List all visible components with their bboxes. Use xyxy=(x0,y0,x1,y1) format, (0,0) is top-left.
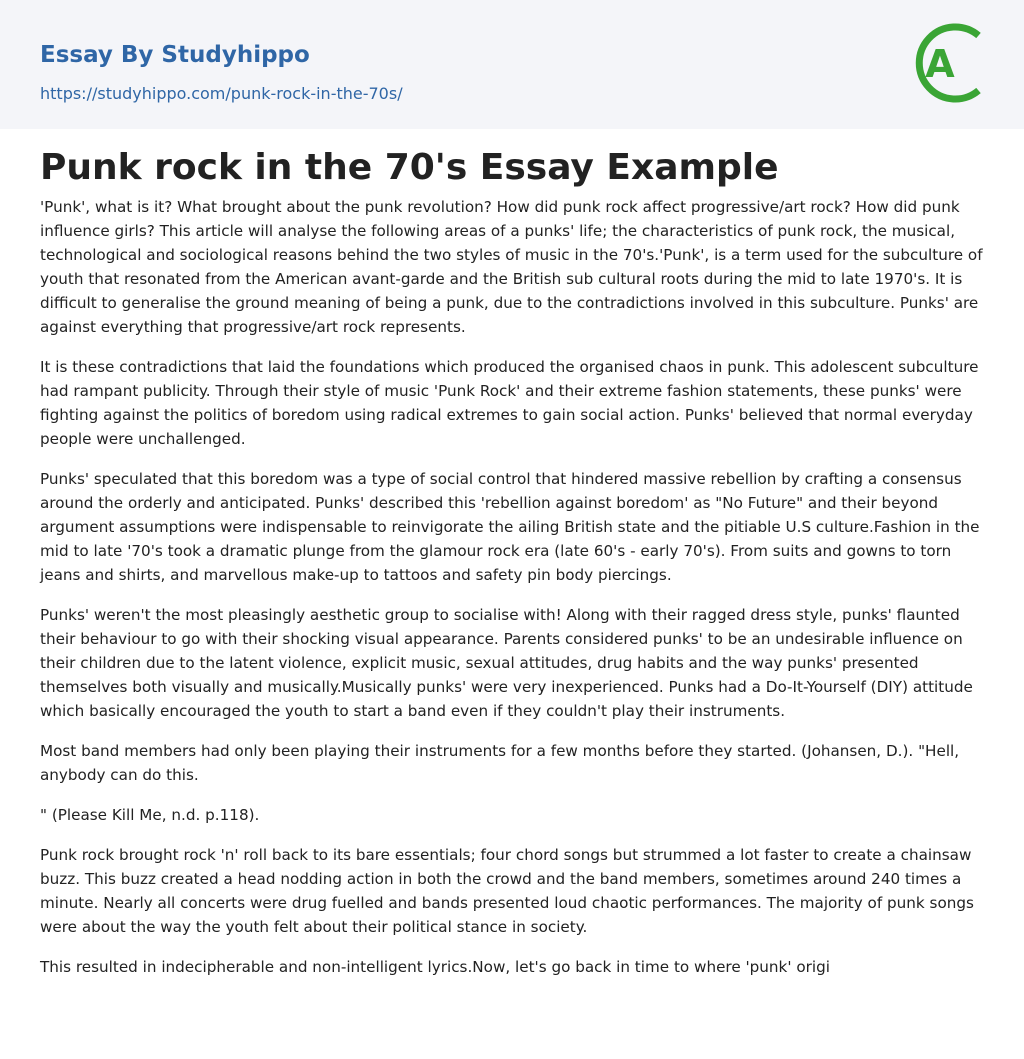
article-title: Punk rock in the 70's Essay Example xyxy=(40,147,779,188)
site-header xyxy=(0,0,1024,129)
article-paragraph-8: This resulted in indecipherable and non-intelligent lyrics.Now, let's go back in time to where 'punk' origi xyxy=(40,958,830,976)
logo-letter: A xyxy=(925,42,955,86)
site-brand[interactable]: Essay By Studyhippo xyxy=(40,42,310,68)
article-paragraph-3: Punks' speculated that this boredom was a type of social control that hindered massive rebellion by crafting a consensus around the orderly and anticipated. Punks' described this 'rebellion against boredom' as "No Future" and their beyond argument assumptions were indispensable to reinvigorate the ailing British state and the pitiable U.S culture.Fashion in the mid to late '70's took a dramatic plunge from the glamour rock era (late 60's - early 70's). From suits and gowns to torn jeans and shirts, and marvellous make-up to tattoos and safety pin body piercings. xyxy=(40,470,980,584)
article-paragraph-6: " (Please Kill Me, n.d. p.118). xyxy=(40,806,260,824)
article-paragraph-4: Punks' weren't the most pleasingly aesthetic group to socialise with! Along with their ragged dress style, punks' flaunted their behaviour to go with their shocking visual appearance. Parents considered punks' to be an undesirable influence on their children due to the latent violence, explicit music, sexual attitudes, drug habits and the way punks' presented themselves both visually and musically.Musically punks' were very inexperienced. Punks had a Do-It-Yourself (DIY) attitude which basically encouraged the youth to start a band even if they couldn't play their instruments. xyxy=(40,606,973,720)
article-body xyxy=(40,195,984,995)
article-paragraph-5: Most band members had only been playing their instruments for a few months before they started. (Johansen, D.). "Hell, anybody can do this. xyxy=(40,742,960,784)
studyhippo-logo-icon[interactable] xyxy=(908,18,988,108)
article-paragraph-2: It is these contradictions that laid the foundations which produced the organised chaos in punk. This adolescent subculture had rampant publicity. Through their style of music 'Punk Rock' and their extreme fashion statements, these punks' were fighting against the politics of boredom using radical extremes to gain social action. Punks' believed that normal everyday people were unchallenged. xyxy=(40,358,979,448)
article-paragraph-7: Punk rock brought rock 'n' roll back to its bare essentials; four chord songs but strummed a lot faster to create a chainsaw buzz. This buzz created a head nodding action in both the crowd and the band members, sometimes around 240 times a minute. Nearly all concerts were drug fuelled and bands presented loud chaotic performances. The majority of punk songs were about the way the youth felt about their political stance in society. xyxy=(40,846,974,936)
page-url-link[interactable]: https://studyhippo.com/punk-rock-in-the-70s/ xyxy=(40,84,403,103)
article-paragraph-1: 'Punk', what is it? What brought about the punk revolution? How did punk rock affect progressive/art rock? How did punk influence girls? This article will analyse the following areas of a punks' life; the characteristics of punk rock, the musical, technological and sociological reasons behind the two styles of music in the 70's.'Punk', is a term used for the subculture of youth that resonated from the American avant-garde and the British sub cultural roots during the mid to late 1970's. It is difficult to generalise the ground meaning of being a punk, due to the contradictions involved in this subculture. Punks' are against everything that progressive/art rock represents. xyxy=(40,198,983,336)
